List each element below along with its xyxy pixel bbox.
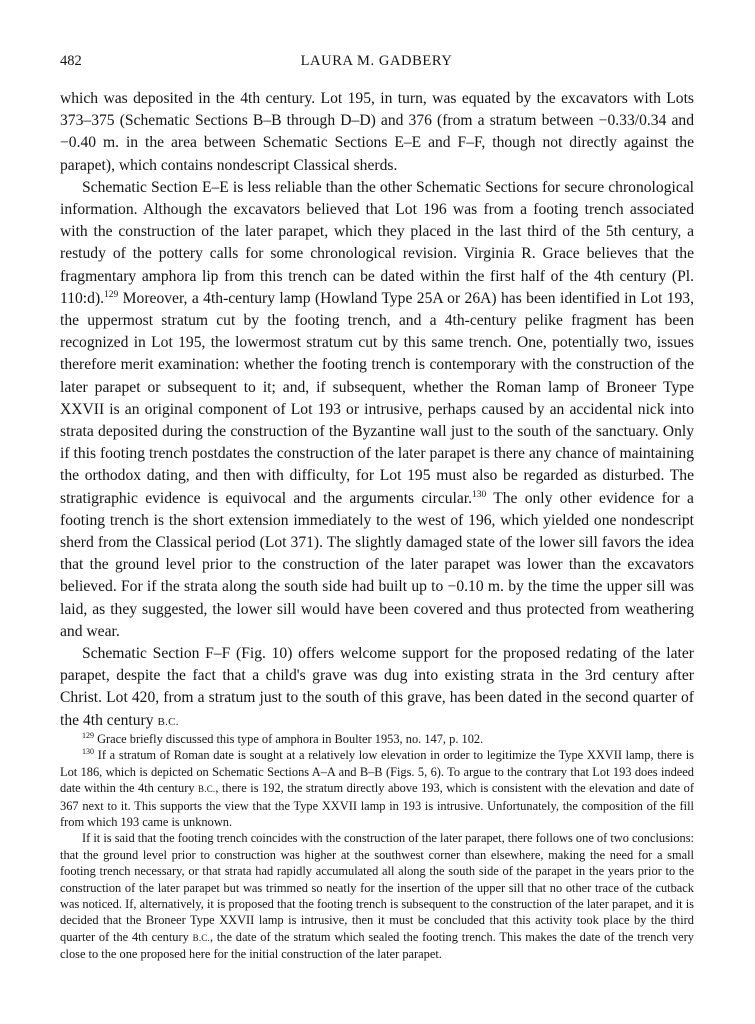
running-head: LAURA M. GADBERY [300,53,453,69]
footnote-130-text-d: , the date of the stratum which sealed the footing trench. This makes the date of the trench very close to the one proposed here for the initial construction of the later parapet. [60,929,694,962]
footnote-ref-129[interactable]: 129 [104,289,119,300]
footnote-number-129: 129 [82,730,94,740]
page-number: 482 [60,53,82,69]
footnote-130-continued [60,830,694,962]
page-header [60,53,693,75]
era-abbrev: B.C. [157,715,179,728]
paragraph-2-text-c: The only other evidence for a footing trench is the short extension immediately to the west of 196, which yielded one nondescript sherd from the Classical period (Lot 371). The slightly damaged state of the lower sill favors the idea that the ground level prior to the construction of the later parapet was lower than the excavators believed. For if the strata along the south side had built up to −0.10 m. by the time the upper sill was laid, as they suggested, the lower sill would have been covered and thus protected from weathering and wear. [60,489,694,640]
paragraph-3 [60,643,694,733]
paragraph-1-text: which was deposited in the 4th century. Lot 195, in turn, was equated by the excavators with Lots 373–375 (Schematic Sections B–B through D–D) and 376 (from a stratum between −0.33/0.34 and −0.40 m. in the area between Schematic Sections E–E and F–F, though not directly against the parapet), which contains nondescript Classical sherds. [60,90,694,174]
paragraph-1 [60,88,694,177]
footnote-130-text-a: If a stratum of Roman date is sought at a relatively low elevation in order to legitimize the Type XXVII lamp, there is Lot 186, which is depicted on Schematic Sections A–A and B–B (Figs. 5, 6). To argue to the contrary that Lot 193 does indeed date within the 4th century [60,748,694,796]
paragraph-2-text-a: Schematic Section E–E is less reliable than the other Schematic Sections for secure chronological information. Although the excavators believed that Lot 196 was from a footing trench associated with the construction of the later parapet, which they placed in the last third of the 5th century, a restudy of the pottery calls for some chronological revision. Virginia R. Grace believes that the fragmentary amphora lip from this trench can be dated within the first half of the 4th century (Pl. 110:d). [60,178,694,307]
footnote-130 [60,747,694,830]
footnote-130-text-c: If it is said that the footing trench coincides with the construction of the later parapet, there follows one of two conclusions: that the ground level prior to construction was higher at the southwest corner than elsewhere, making the need for a small footing trench necessary, or that strata had rapidly accumulated all along the south side of the parapet in the years prior to the construction of the later parapet but was trimmed so neatly for the insertion of the upper sill that no other trace of the cutback was noticed. If, alternatively, it is proposed that the footing trench is subsequent to the construction of the later parapet, and it is decided that the Broneer Type XXVII lamp is intrusive, then it must be concluded that this activity took place by the third quarter of the 4th century [60,831,694,944]
paragraph-2 [60,177,694,643]
paragraph-3-text: Schematic Section F–F (Fig. 10) offers welcome support for the proposed redating of the later parapet, despite the fact that a child's grave was dug into existing strata in the 3rd century after Christ. Lot 420, from a stratum just to the south of this grave, has been dated in the second quarter of the 4th century [60,645,694,729]
paragraph-2-text-b: Moreover, a 4th-century lamp (Howland Type 25A or 26A) has been identified in Lot 193, the uppermost stratum cut by the footing trench, and a 4th-century pelike fragment has been recognized in Lot 195, the lowermost stratum cut by this same trench. One, potentially two, issues therefore merit examination: whether the footing trench is contemporary with the construction of the later parapet or subsequent to it; and, if subsequent, whether the Roman lamp of Broneer Type XXVII is an original component of Lot 193 or intrusive, perhaps caused by an accidental nick into strata deposited during the construction of the Byzantine wall just to the south of the sanctuary. Only if this footing trench postdates the construction of the later parapet is there any chance of maintaining the orthodox dating, and then with difficulty, for Lot 195 must also be regarded as disturbed. The stratigraphic evidence is equivocal and the arguments circular. [60,289,694,507]
footnote-129 [60,731,694,747]
footnote-129-text: Grace briefly discussed this type of amphora in Boulter 1953, no. 147, p. 102. [94,732,484,746]
era-abbrev: B.C. [198,784,216,795]
footnote-number-130: 130 [82,747,94,757]
era-abbrev: B.C. [192,932,210,943]
footnote-130-text-b: , there is 192, the stratum directly above 193, which is consistent with the elevation and date of 367 next to it. This supports the view that the Type XXVII lamp in 193 is intrusive. Unfortunately, the composition of the fill from which 193 came is unknown. [60,781,694,830]
body-text [60,88,694,733]
footnote-ref-130[interactable]: 130 [472,489,487,500]
footnotes [60,731,694,963]
